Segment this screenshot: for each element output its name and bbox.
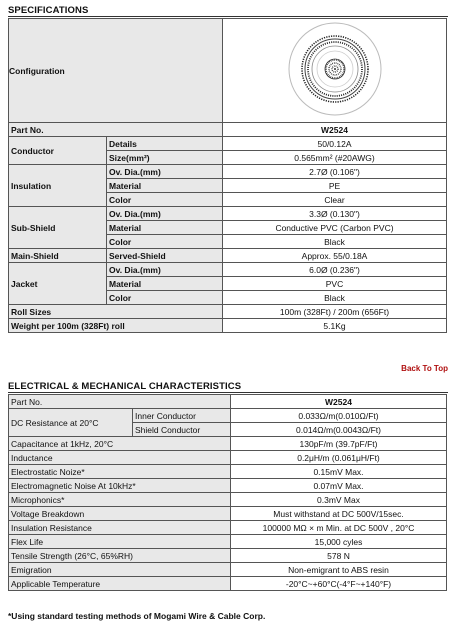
table-row xyxy=(9,437,447,451)
row-value: 3.3Ø (0.130") xyxy=(223,207,447,221)
row-label: Inner Conductor xyxy=(133,409,231,423)
jacket-label: Jacket xyxy=(9,263,107,305)
main-shield-label: Main-Shield xyxy=(9,249,107,263)
table-row xyxy=(9,507,447,521)
part-no-value: W2524 xyxy=(223,123,447,137)
row-value: 0.15mV Max. xyxy=(231,465,447,479)
row-label: Ov. Dia.(mm) xyxy=(107,207,223,221)
part-no-label: Part No. xyxy=(9,123,223,137)
row-value: Clear xyxy=(223,193,447,207)
row-value: 2.7Ø (0.106") xyxy=(223,165,447,179)
table-row xyxy=(9,563,447,577)
row-value: -20°C~+60°C(-4°F~+140°F) xyxy=(231,577,447,591)
divider xyxy=(8,16,448,17)
row-label: Insulation Resistance xyxy=(9,521,231,535)
table-row xyxy=(9,465,447,479)
row-value: 0.033Ω/m(0.010Ω/Ft) xyxy=(231,409,447,423)
row-label: Microphonics* xyxy=(9,493,231,507)
row-label: Served-Shield xyxy=(107,249,223,263)
row-value: 130pF/m (39.7pF/Ft) xyxy=(231,437,447,451)
row-label: Tensile Strength (26°C, 65%RH) xyxy=(9,549,231,563)
dc-resistance-label: DC Resistance at 20°C xyxy=(9,409,133,437)
row-label: Ov. Dia.(mm) xyxy=(107,165,223,179)
back-to-top-link[interactable]: Back To Top xyxy=(401,364,448,373)
table-row xyxy=(9,305,447,319)
table-row xyxy=(9,451,447,465)
row-value: Non-emigrant to ABS resin xyxy=(231,563,447,577)
table-row xyxy=(9,479,447,493)
row-label: Material xyxy=(107,179,223,193)
table-row xyxy=(9,409,447,423)
row-value: 100000 MΩ × m Min. at DC 500V , 20°C xyxy=(231,521,447,535)
row-value: 0.014Ω/m(0.0043Ω/Ft) xyxy=(231,423,447,437)
row-label: Size(mm²) xyxy=(107,151,223,165)
row-value: Black xyxy=(223,235,447,249)
table-row xyxy=(9,521,447,535)
row-value: 0.3mV Max xyxy=(231,493,447,507)
row-value: 0.2μH/m (0.061μH/Ft) xyxy=(231,451,447,465)
row-value: 6.0Ø (0.236") xyxy=(223,263,447,277)
cable-cross-section-diagram xyxy=(223,19,447,123)
row-label: Details xyxy=(107,137,223,151)
row-label: Flex Life xyxy=(9,535,231,549)
row-label: Capacitance at 1kHz, 20°C xyxy=(9,437,231,451)
configuration-label: Configuration xyxy=(9,19,223,123)
row-value: 15,000 cyles xyxy=(231,535,447,549)
cable-cross-section-icon xyxy=(223,19,447,119)
weight-label: Weight per 100m (328Ft) roll xyxy=(9,319,223,333)
table-row xyxy=(9,535,447,549)
electrical-characteristics-title: ELECTRICAL & MECHANICAL CHARACTERISTICS xyxy=(8,381,242,392)
row-value: Black xyxy=(223,291,447,305)
row-label: Color xyxy=(107,235,223,249)
row-label: Color xyxy=(107,193,223,207)
row-label: Material xyxy=(107,277,223,291)
configuration-row xyxy=(9,19,447,123)
table-row xyxy=(9,493,447,507)
specifications-table xyxy=(8,18,447,333)
divider xyxy=(8,392,448,393)
table-row xyxy=(9,263,447,277)
part-no-label: Part No. xyxy=(9,395,231,409)
row-label: Voltage Breakdown xyxy=(9,507,231,521)
row-value: 50/0.12A xyxy=(223,137,447,151)
row-value: 578 N xyxy=(231,549,447,563)
row-value: PE xyxy=(223,179,447,193)
table-row xyxy=(9,207,447,221)
sub-shield-label: Sub-Shield xyxy=(9,207,107,249)
row-label: Ov. Dia.(mm) xyxy=(107,263,223,277)
roll-sizes-value: 100m (328Ft) / 200m (656Ft) xyxy=(223,305,447,319)
part-no-value: W2524 xyxy=(231,395,447,409)
row-label: Shield Conductor xyxy=(133,423,231,437)
row-label: Applicable Temperature xyxy=(9,577,231,591)
row-value: 0.565mm² (#20AWG) xyxy=(223,151,447,165)
row-label: Color xyxy=(107,291,223,305)
table-row xyxy=(9,137,447,151)
row-label: Electromagnetic Noise At 10kHz* xyxy=(9,479,231,493)
table-row xyxy=(9,577,447,591)
row-label: Inductance xyxy=(9,451,231,465)
table-row xyxy=(9,549,447,563)
row-value: Approx. 55/0.18A xyxy=(223,249,447,263)
footnote: *Using standard testing methods of Mogami Wire & Cable Corp. xyxy=(8,611,266,621)
table-row xyxy=(9,165,447,179)
weight-value: 5.1Kg xyxy=(223,319,447,333)
roll-sizes-label: Roll Sizes xyxy=(9,305,223,319)
insulation-label: Insulation xyxy=(9,165,107,207)
part-no-row xyxy=(9,123,447,137)
electrical-characteristics-table xyxy=(8,394,447,591)
row-value: Conductive PVC (Carbon PVC) xyxy=(223,221,447,235)
row-label: Electrostatic Noize* xyxy=(9,465,231,479)
row-value: PVC xyxy=(223,277,447,291)
conductor-label: Conductor xyxy=(9,137,107,165)
part-no-row xyxy=(9,395,447,409)
row-value: 0.07mV Max. xyxy=(231,479,447,493)
row-label: Material xyxy=(107,221,223,235)
specifications-title: SPECIFICATIONS xyxy=(8,5,89,16)
table-row xyxy=(9,319,447,333)
row-value: Must withstand at DC 500V/15sec. xyxy=(231,507,447,521)
row-label: Emigration xyxy=(9,563,231,577)
table-row xyxy=(9,249,447,263)
